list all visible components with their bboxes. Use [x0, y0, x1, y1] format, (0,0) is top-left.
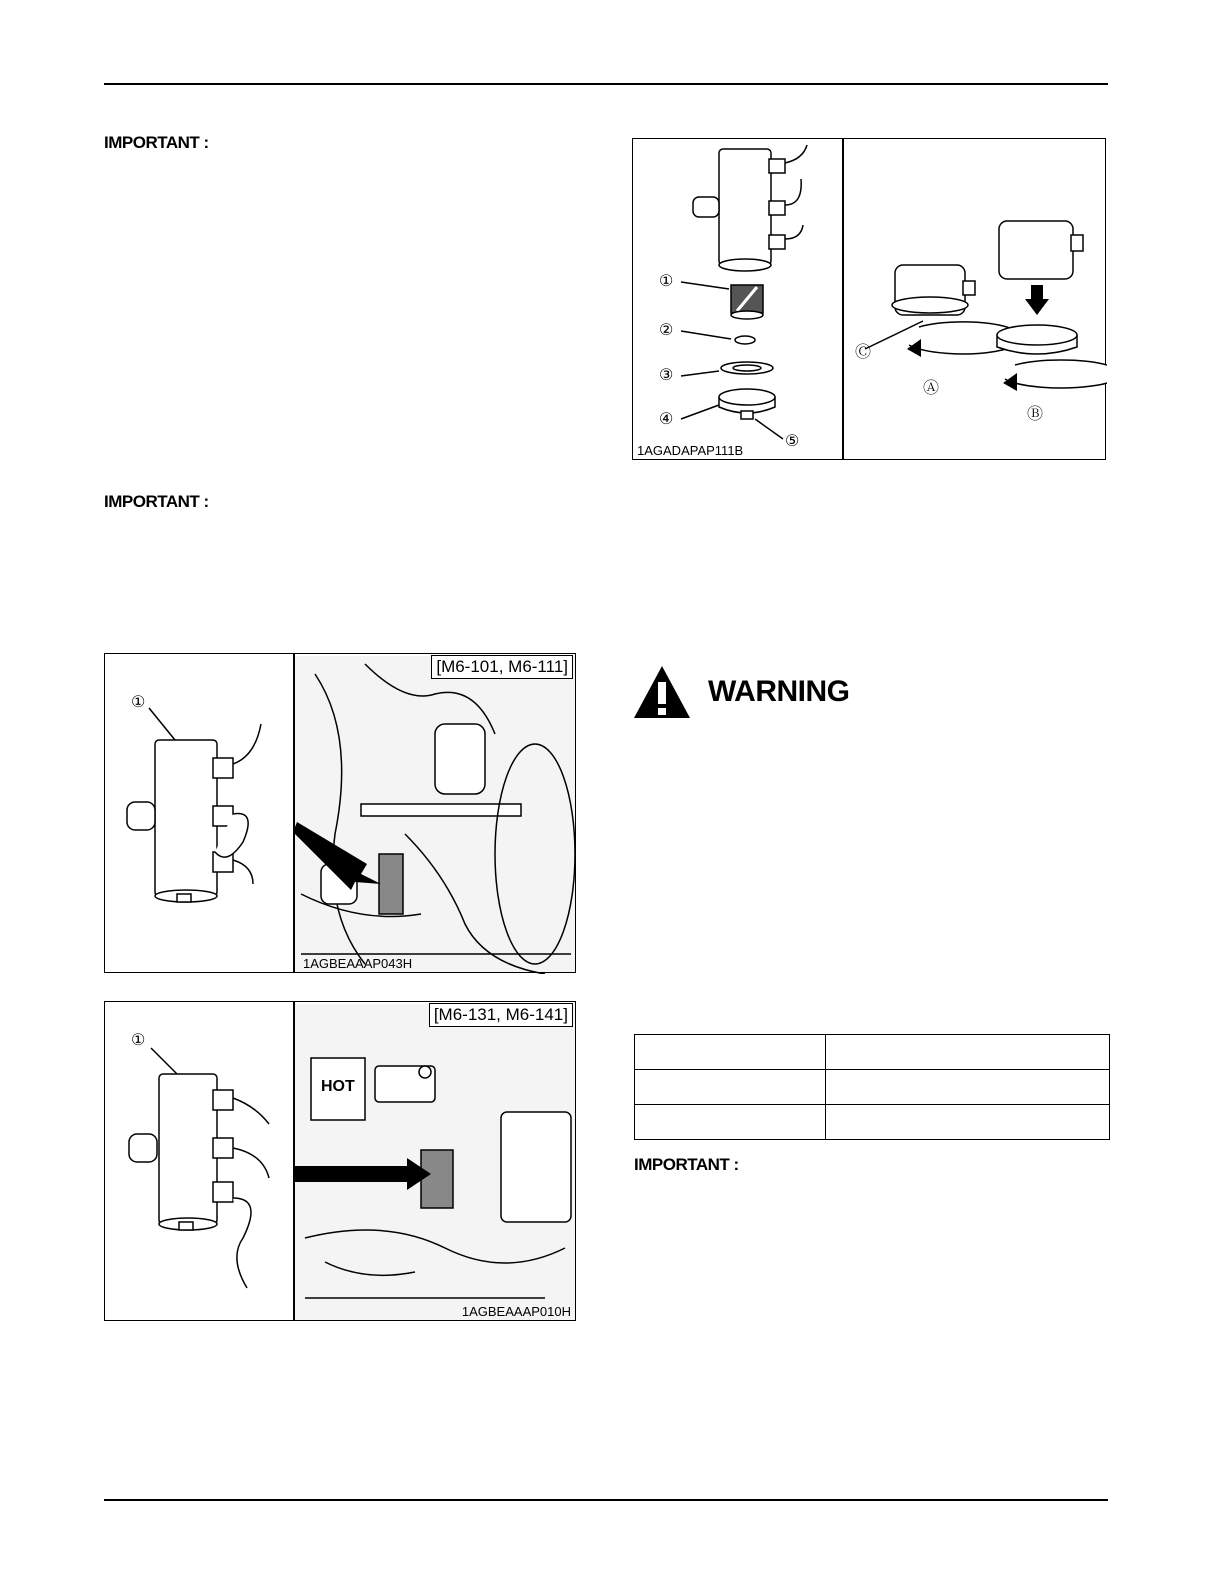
warning-heading	[632, 662, 850, 722]
figure-code: 1AGADAPAP111B	[637, 443, 744, 458]
callout-1: ①	[131, 1032, 146, 1049]
filter-parts-figure	[632, 138, 1106, 460]
callout-1: ①	[659, 273, 674, 290]
footer-rule	[104, 1499, 1108, 1501]
callout-3: ③	[659, 367, 674, 384]
model-label: [M6-101, M6-111]	[431, 655, 573, 679]
table-cell	[635, 1105, 826, 1140]
header-rule	[104, 83, 1108, 85]
hot-panel-text: HOT	[321, 1078, 355, 1095]
callout-5: ⑤	[785, 433, 800, 450]
important-label-2: IMPORTANT :	[104, 492, 209, 511]
callout-c: Ⓒ	[855, 344, 872, 361]
important-label-3: IMPORTANT :	[634, 1155, 739, 1174]
table-cell	[826, 1070, 1110, 1105]
spec-table	[634, 1034, 1110, 1140]
figure-code: 1AGBEAAAP043H	[303, 956, 413, 971]
table-cell	[635, 1070, 826, 1105]
table-cell	[635, 1035, 826, 1070]
table-cell	[826, 1105, 1110, 1140]
warning-label: WARNING	[708, 675, 850, 708]
table-row	[635, 1070, 1110, 1105]
fuel-filter-figure-m6-131	[104, 1001, 576, 1321]
fuel-filter-illustration	[105, 1002, 577, 1322]
callout-2: ②	[659, 322, 674, 339]
callout-b: Ⓑ	[1027, 406, 1044, 423]
warning-triangle-icon	[632, 664, 692, 720]
table-row	[635, 1035, 1110, 1070]
fuel-filter-illustration	[105, 654, 577, 974]
callout-4: ④	[659, 411, 674, 428]
callout-1: ①	[131, 694, 146, 711]
fuel-filter-figure-m6-101	[104, 653, 576, 973]
figure-code: 1AGBEAAAP010H	[461, 1304, 571, 1319]
important-label-1: IMPORTANT :	[104, 133, 209, 152]
model-label: [M6-131, M6-141]	[429, 1003, 573, 1027]
table-row	[635, 1105, 1110, 1140]
table-cell	[826, 1035, 1110, 1070]
callout-a: Ⓐ	[923, 380, 940, 397]
